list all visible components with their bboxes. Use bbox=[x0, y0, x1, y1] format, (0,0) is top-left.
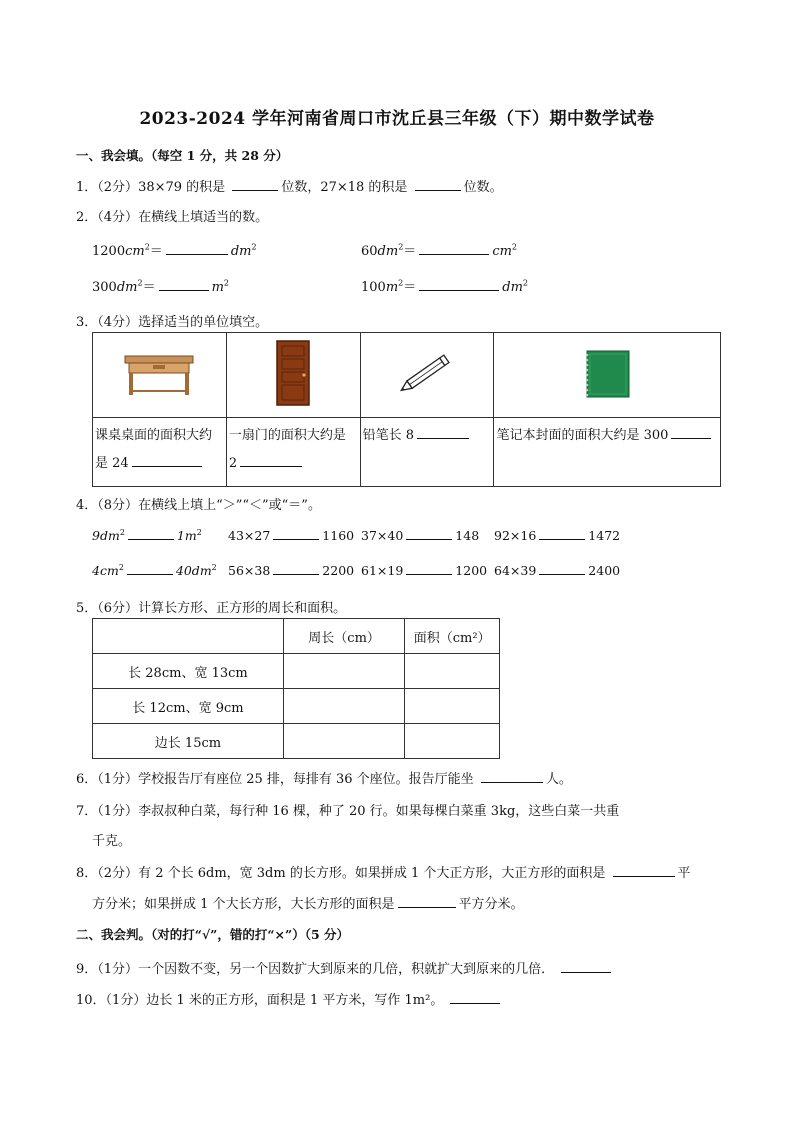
answer-blank[interactable] bbox=[159, 278, 209, 291]
answer-cell[interactable] bbox=[283, 654, 404, 689]
question-3: 3．（4分）选择适当的单位填空。 bbox=[76, 315, 269, 330]
unit-table bbox=[92, 332, 721, 487]
answer-blank[interactable] bbox=[613, 864, 675, 877]
table-row-label: 长 12cm、宽 9cm bbox=[93, 689, 284, 724]
question-8-continued: 方分米；如果拼成 1 个大长方形，大长方形的面积是 平方分米。 bbox=[92, 897, 524, 912]
answer-blank[interactable] bbox=[406, 562, 452, 575]
answer-cell[interactable] bbox=[283, 724, 404, 759]
question-7-continued: 千克。 bbox=[92, 834, 132, 849]
perimeter-area-table bbox=[92, 618, 500, 759]
compare-item: 43×27 1160 bbox=[228, 528, 355, 543]
answer-blank[interactable] bbox=[671, 426, 711, 439]
question-6: 6．（1分）学校报告厅有座位 25 排，每排有 36 个座位。报告厅能坐 人。 bbox=[76, 772, 572, 787]
desk-icon bbox=[119, 348, 199, 398]
table-header-cell: 面积（cm²） bbox=[405, 619, 500, 654]
table-cell bbox=[494, 333, 721, 418]
answer-blank[interactable] bbox=[132, 454, 202, 467]
compare-item: $4cm^2$ $40dm^2$ bbox=[92, 562, 217, 578]
table-cell bbox=[360, 333, 494, 418]
conversion-item: $1200cm^2= dm^2$ bbox=[92, 242, 257, 259]
answer-blank[interactable] bbox=[273, 562, 319, 575]
answer-blank[interactable] bbox=[539, 527, 585, 540]
answer-blank[interactable] bbox=[166, 242, 228, 255]
answer-blank[interactable] bbox=[128, 527, 174, 540]
answer-blank[interactable] bbox=[415, 178, 461, 191]
notebook-icon bbox=[579, 345, 635, 401]
compare-item: 56×38 2200 bbox=[228, 563, 355, 578]
table-row-label: 长 28cm、宽 13cm bbox=[93, 654, 284, 689]
conversion-item: $300dm^2= m^2$ bbox=[92, 278, 230, 295]
answer-blank[interactable] bbox=[481, 770, 543, 783]
table-row-label: 边长 15cm bbox=[93, 724, 284, 759]
answer-blank[interactable] bbox=[127, 562, 173, 575]
answer-blank[interactable] bbox=[398, 895, 456, 908]
answer-blank[interactable] bbox=[232, 178, 278, 191]
question-8: 8．（2分）有 2 个长 6dm，宽 3dm 的长方形。如果拼成 1 个大正方形，大正方形的面积是 平 bbox=[76, 866, 691, 881]
question-1: 1．（2分）38×79 的积是 位数，27×18 的积是 位数。 bbox=[76, 180, 503, 195]
table-cell: 笔记本封面的面积大约是 300 bbox=[494, 418, 721, 487]
answer-cell[interactable] bbox=[283, 689, 404, 724]
section-2-heading: 二、我会判。（对的打“√”，错的打“×”）（5 分） bbox=[76, 927, 349, 942]
page-title: 2023-2024 学年河南省周口市沈丘县三年级（下）期中数学试卷 bbox=[139, 109, 655, 129]
answer-blank[interactable] bbox=[419, 242, 489, 255]
answer-blank[interactable] bbox=[417, 426, 469, 439]
compare-item: 37×40 148 bbox=[361, 528, 480, 543]
question-4: 4．（8分）在横线上填上“＞”“＜”或“＝”。 bbox=[76, 498, 321, 513]
answer-blank[interactable] bbox=[406, 527, 452, 540]
table-cell bbox=[226, 333, 360, 418]
answer-blank[interactable] bbox=[450, 991, 500, 1004]
question-7: 7．（1分）李叔叔种白菜，每行种 16 棵，种了 20 行。如果每棵白菜重 3kg，这些白菜一共重 bbox=[76, 804, 620, 819]
question-5: 5．（6分）计算长方形、正方形的周长和面积。 bbox=[76, 601, 347, 616]
compare-item: 61×19 1200 bbox=[361, 563, 488, 578]
compare-item: 64×39 2400 bbox=[494, 563, 621, 578]
answer-cell[interactable] bbox=[405, 724, 500, 759]
table-cell: 课桌桌面的面积大约 是 24 bbox=[93, 418, 227, 487]
answer-blank[interactable] bbox=[539, 562, 585, 575]
table-header-cell: 周长（cm） bbox=[283, 619, 404, 654]
table-cell: 一扇门的面积大约是 2 bbox=[226, 418, 360, 487]
conversion-item: $60dm^2= cm^2$ bbox=[361, 242, 518, 259]
answer-cell[interactable] bbox=[405, 689, 500, 724]
answer-blank[interactable] bbox=[561, 960, 611, 973]
conversion-item: $100m^2= dm^2$ bbox=[361, 278, 529, 295]
table-header-cell bbox=[93, 619, 284, 654]
answer-blank[interactable] bbox=[273, 527, 319, 540]
table-cell bbox=[93, 333, 227, 418]
door-icon bbox=[273, 339, 313, 407]
answer-blank[interactable] bbox=[240, 454, 302, 467]
question-9: 9．（1分）一个因数不变，另一个因数扩大到原来的几倍，积就扩大到原来的几倍． bbox=[76, 958, 614, 977]
table-cell: 铅笔长 8 bbox=[360, 418, 494, 487]
question-2: 2．（4分）在横线上填适当的数。 bbox=[76, 210, 269, 225]
compare-item: 92×16 1472 bbox=[494, 528, 621, 543]
section-1-heading: 一、我会填。（每空 1 分，共 28 分） bbox=[76, 148, 289, 163]
answer-blank[interactable] bbox=[419, 278, 499, 291]
question-10: 10．（1分）边长 1 米的正方形，面积是 1 平方米，写作 1m²。 bbox=[76, 989, 503, 1008]
compare-item: $9dm^2$ $1m^2$ bbox=[92, 527, 202, 543]
answer-cell[interactable] bbox=[405, 654, 500, 689]
pencil-icon bbox=[392, 348, 462, 398]
